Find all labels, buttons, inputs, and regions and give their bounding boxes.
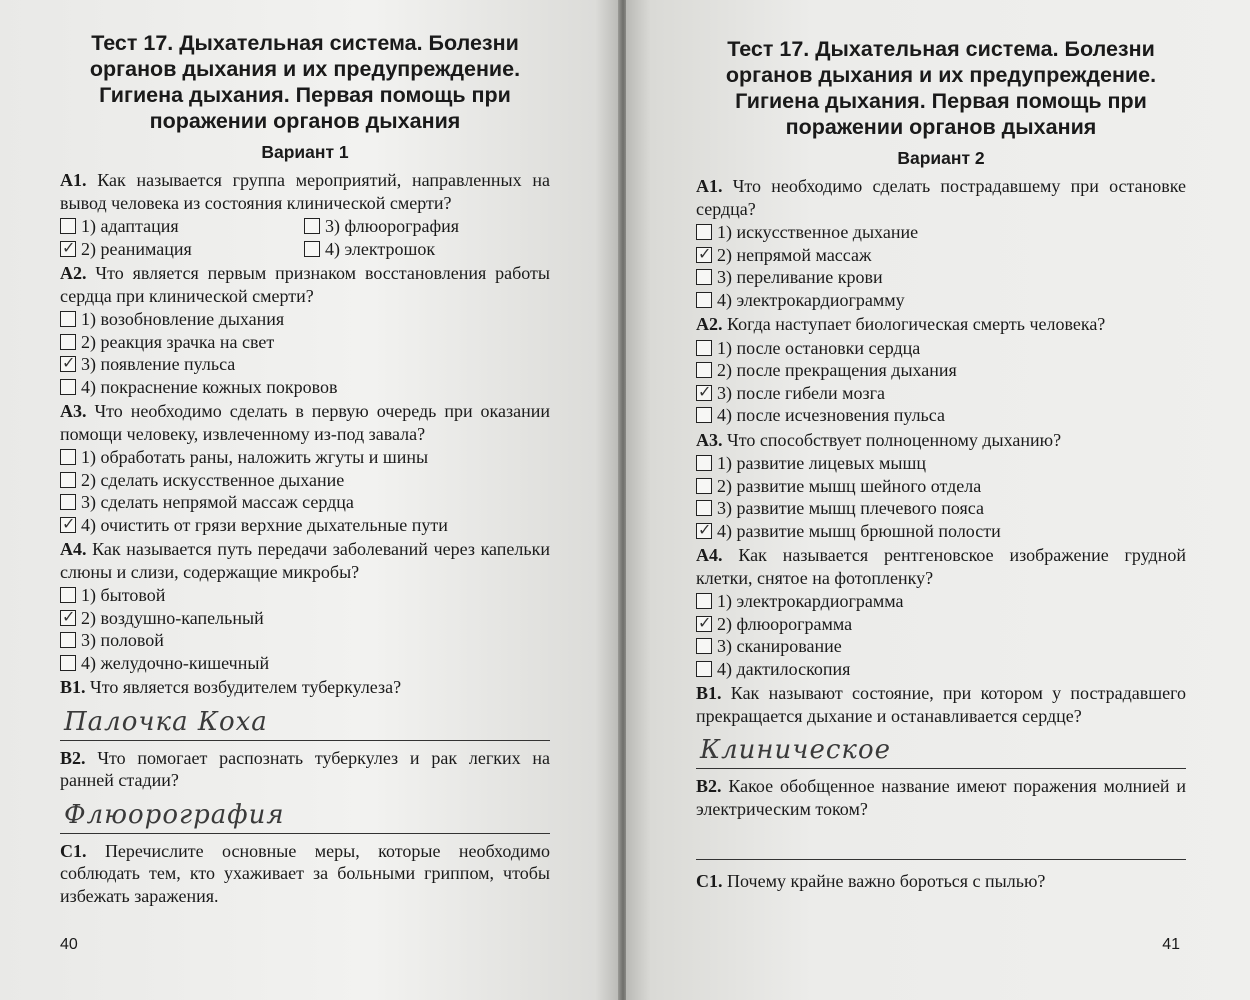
page-number: 41 [1162,936,1180,953]
options-a1 [60,215,550,260]
checkbox[interactable] [696,340,712,356]
option: ✓ 2) непрямой массаж [698,243,872,265]
question-b1: B1. Как называют состояние, при котором у пострадавшего прекращается дыхание и останавливается сердце? [696,683,1186,726]
check-icon: ✓ [62,237,76,257]
option: 4) электрокардиограмму [696,289,1186,312]
checkbox[interactable] [60,449,76,465]
variant-label: Вариант 2 [897,148,985,168]
option: 1) после остановки сердца [696,337,1186,360]
question-a4: A4. Как называется рентгеновское изображение грудной клетки, снятое на фотопленку? [696,545,1186,588]
option: 2) после прекращения дыхания [696,359,1186,382]
checkbox[interactable] [696,500,712,516]
question-a2: A2. Что является первым признаком восстановления работы сердца при клинической смерти? [60,263,551,306]
question-a3: A3. Что способствует полноценному дыханию? [696,429,1062,450]
check-icon: ✓ [698,519,712,539]
checkbox[interactable] [60,218,76,234]
checkbox[interactable] [696,593,712,609]
question-a1: A1. Что необходимо сделать пострадавшему при остановке сердца? [696,176,1186,219]
question-c1: C1. Почему крайне важно бороться с пылью? [696,871,1046,891]
option: 2) сделать искусственное дыхание [60,469,550,492]
checkbox[interactable] [696,269,712,285]
variant-label: Вариант 1 [261,142,349,162]
question-c1: C1. Перечислите основные меры, которые необходимо соблюдать тем, кто ухаживает за больными гриппом, чтобы избежать заражения. [60,840,550,906]
option: 4) покраснение кожных покровов [60,376,550,399]
checkbox-checked[interactable] [60,237,76,257]
answer-field-b2[interactable]: Флюорография [60,793,550,834]
option: 3) половой [60,629,550,652]
option: 1) развитие лицевых мышц [696,452,1186,475]
question-a4: A4. Как называется путь передачи заболеваний через капельки слюны и слизи, содержащие микробы? [60,539,550,582]
test-title: Тест 17. Дыхательная система. Болезни органов дыхания и их предупреждение. Гигиена дыхания. Первая помощь при поражении органов дыхания [725,37,1157,139]
question-b2: B2. Что помогает распознать туберкулез и рак легких на ранней стадии? [60,747,551,790]
option: 4) желудочно-кишечный [60,652,550,675]
checkbox[interactable] [696,292,712,308]
question-a3: A3. Что необходимо сделать в первую очередь при оказании помощи человеку, извлеченному из-под завала? [60,401,550,444]
check-icon: ✓ [62,513,76,533]
checkbox[interactable] [60,655,76,671]
option: 3) сделать непрямой массаж сердца [60,491,550,514]
option: 1) возобновление дыхания [60,308,550,331]
option: 1) обработать раны, наложить жгуты и шины [60,446,550,469]
checkbox-checked[interactable] [696,381,712,401]
option: ✓ 4) развитие мышц брюшной полости [698,519,1001,541]
option: ✓ 3) после гибели мозга [698,381,885,403]
checkbox[interactable] [304,241,320,257]
check-icon: ✓ [698,381,712,401]
checkbox[interactable] [696,455,712,471]
question-a1: A1. Как называется группа мероприятий, направленных на вывод человека из состояния клинической смерти? [60,170,550,213]
option: ✓ 2) флюорограмма [698,612,853,634]
checkbox[interactable] [60,587,76,603]
page-number: 40 [60,936,78,953]
option: 4) электрошок [304,238,544,261]
checkbox[interactable] [60,334,76,350]
checkbox[interactable] [60,379,76,395]
right-page [626,0,1250,1000]
checkbox-checked[interactable] [60,606,76,626]
check-icon: ✓ [62,606,76,626]
checkbox-checked[interactable] [60,353,76,373]
option: 4) после исчезновения пульса [696,404,1186,427]
option: 2) развитие мышц шейного отдела [696,475,1186,498]
checkbox[interactable] [696,362,712,378]
left-page [0,0,620,1000]
checkbox[interactable] [696,478,712,494]
question-a2: A2. Когда наступает биологическая смерть человека? [696,314,1106,334]
answer-field-b1[interactable]: Клиническое [696,728,1186,769]
question-b1: B1. Что является возбудителем туберкулеза? [60,677,402,697]
checkbox[interactable] [696,407,712,423]
checkbox[interactable] [60,494,76,510]
answer-field-b1[interactable]: Палочка Коха [60,700,550,741]
option: 4) дактилоскопия [696,658,1186,681]
option: 3) развитие мышц плечевого пояса [696,497,1186,520]
option: 1) искусственное дыхание [696,221,1186,244]
checkbox-checked[interactable] [696,612,712,632]
option: 1) бытовой [60,584,550,607]
check-icon: ✓ [698,243,712,263]
option: ✓ 3) появление пульса [62,353,236,374]
option: ✓ 2) воздушно-капельный [62,606,264,628]
answer-field-b2[interactable] [696,821,1186,860]
checkbox-checked[interactable] [696,519,712,539]
test-title: Тест 17. Дыхательная система. Болезни органов дыхания и их предупреждение. Гигиена дыхания. Первая помощь при поражении органов дыхания [89,31,521,133]
checkbox-checked[interactable] [696,243,712,263]
checkbox-checked[interactable] [60,513,76,533]
option: ✓ 4) очистить от грязи верхние дыхательные пути [62,513,448,535]
checkbox[interactable] [696,224,712,240]
check-icon: ✓ [698,612,712,632]
question-b2: B2. Какое обобщенное название имеют поражения молнией и электрическим током? [696,776,1187,819]
option: ✓ 2) реанимация [62,237,192,259]
option: 1) электрокардиограмма [696,590,1186,613]
option: 2) реакция зрачка на свет [60,331,550,354]
option: 3) сканирование [696,635,1186,658]
option: 3) флюорография [304,215,544,238]
option: 3) переливание крови [696,266,1186,289]
checkbox[interactable] [60,311,76,327]
check-icon: ✓ [62,353,76,373]
checkbox[interactable] [696,638,712,654]
checkbox[interactable] [696,661,712,677]
checkbox[interactable] [60,632,76,648]
checkbox[interactable] [304,218,320,234]
checkbox[interactable] [60,472,76,488]
option: 1) адаптация [60,215,304,238]
